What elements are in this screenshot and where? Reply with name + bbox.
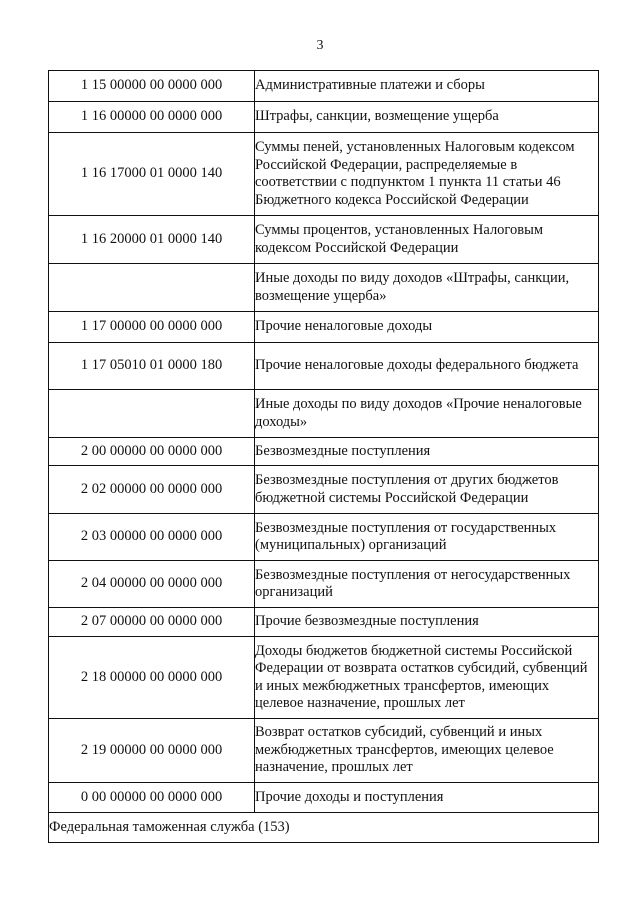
code-cell: 1 16 20000 01 0000 140 <box>49 216 255 264</box>
code-cell <box>49 264 255 312</box>
code-cell: 2 03 00000 00 0000 000 <box>49 514 255 561</box>
description-cell: Прочие доходы и поступления <box>255 783 599 813</box>
code-cell: 2 18 00000 00 0000 000 <box>49 637 255 719</box>
section-footer-row <box>49 813 599 843</box>
table-row <box>49 216 599 264</box>
table-row <box>49 343 599 390</box>
description-cell: Суммы процентов, установленных Налоговым кодексом Российской Федерации <box>255 216 599 264</box>
table-row <box>49 264 599 312</box>
code-cell: 2 19 00000 00 0000 000 <box>49 719 255 783</box>
revenue-codes-table <box>48 70 599 843</box>
description-cell: Прочие неналоговые доходы федерального бюджета <box>255 343 599 390</box>
description-cell: Доходы бюджетов бюджетной системы Российской Федерации от возврата остатков субсидий, субвенций и иных межбюджетных трансфертов, имеющих целевое назначение, прошлых лет <box>255 637 599 719</box>
table-row <box>49 390 599 438</box>
table-row <box>49 312 599 343</box>
table-row <box>49 719 599 783</box>
code-cell: 1 17 00000 00 0000 000 <box>49 312 255 343</box>
description-cell: Иные доходы по виду доходов «Штрафы, санкции, возмещение ущерба» <box>255 264 599 312</box>
description-cell: Штрафы, санкции, возмещение ущерба <box>255 102 599 133</box>
description-cell: Безвозмездные поступления от негосударственных организаций <box>255 561 599 608</box>
table-row <box>49 608 599 637</box>
code-cell: 1 17 05010 01 0000 180 <box>49 343 255 390</box>
table-row <box>49 466 599 514</box>
table-row <box>49 71 599 102</box>
table-row <box>49 637 599 719</box>
description-cell: Безвозмездные поступления <box>255 438 599 466</box>
description-cell: Суммы пеней, установленных Налоговым кодексом Российской Федерации, распределяемые в соответствии с подпунктом 1 пункта 11 статьи 46 Бюджетного кодекса Российской Федерации <box>255 133 599 216</box>
description-cell: Безвозмездные поступления от государственных (муниципальных) организаций <box>255 514 599 561</box>
page-number: 3 <box>316 38 324 53</box>
code-cell: 0 00 00000 00 0000 000 <box>49 783 255 813</box>
code-cell: 2 07 00000 00 0000 000 <box>49 608 255 637</box>
table-row <box>49 561 599 608</box>
description-cell: Прочие неналоговые доходы <box>255 312 599 343</box>
section-footer: Федеральная таможенная служба (153) <box>49 813 599 843</box>
table-row <box>49 438 599 466</box>
table-row <box>49 102 599 133</box>
code-cell: 1 15 00000 00 0000 000 <box>49 71 255 102</box>
description-cell: Административные платежи и сборы <box>255 71 599 102</box>
table-row <box>49 133 599 216</box>
table-row <box>49 783 599 813</box>
code-cell <box>49 390 255 438</box>
code-cell: 2 00 00000 00 0000 000 <box>49 438 255 466</box>
description-cell: Возврат остатков субсидий, субвенций и иных межбюджетных трансфертов, имеющих целевое назначение, прошлых лет <box>255 719 599 783</box>
code-cell: 2 02 00000 00 0000 000 <box>49 466 255 514</box>
description-cell: Безвозмездные поступления от других бюджетов бюджетной системы Российской Федерации <box>255 466 599 514</box>
description-cell: Иные доходы по виду доходов «Прочие неналоговые доходы» <box>255 390 599 438</box>
code-cell: 2 04 00000 00 0000 000 <box>49 561 255 608</box>
table-row <box>49 514 599 561</box>
code-cell: 1 16 17000 01 0000 140 <box>49 133 255 216</box>
code-cell: 1 16 00000 00 0000 000 <box>49 102 255 133</box>
description-cell: Прочие безвозмездные поступления <box>255 608 599 637</box>
